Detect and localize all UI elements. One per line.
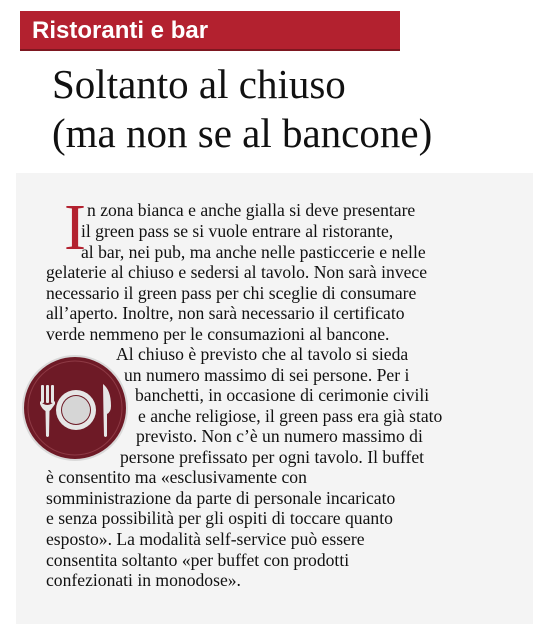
article-line: esposto». La modalità self-service può essere bbox=[46, 529, 365, 549]
article-line: al bar, nei pub, ma anche nelle pasticcerie e nelle bbox=[81, 242, 426, 262]
article-line: somministrazione da parte di personale incaricato bbox=[46, 488, 396, 508]
article-line: necessario il green pass per chi sceglie di consumare bbox=[46, 283, 417, 303]
article-line: persone prefissato per ogni tavolo. Il buffet bbox=[120, 447, 425, 467]
article-line: e anche religiose, il green pass era già stato bbox=[138, 406, 443, 426]
restaurant-plate-cutlery-icon bbox=[21, 354, 129, 462]
article-line: verde nemmeno per le consumazioni al bancone. bbox=[46, 324, 390, 344]
article-box bbox=[16, 173, 533, 624]
article-line: è consentito ma «esclusivamente con bbox=[46, 467, 307, 487]
article-line: n zona bianca e anche gialla si deve presentare bbox=[87, 200, 416, 220]
article-line: consentita soltanto «per buffet con prodotti bbox=[46, 550, 350, 570]
article-line: previsto. Non c’è un numero massimo di bbox=[136, 426, 423, 446]
article-line: gelaterie al chiuso e sedersi al tavolo. Non sarà invece bbox=[46, 262, 428, 282]
headline-line-2: (ma non se al bancone) bbox=[52, 110, 433, 156]
section-tag: Ristoranti e bar bbox=[20, 11, 400, 51]
article-dropcap: I bbox=[64, 191, 86, 264]
article-line: Al chiuso è previsto che al tavolo si sieda bbox=[116, 344, 409, 364]
article-line: banchetti, in occasione di cerimonie civili bbox=[135, 385, 430, 405]
article-line: il green pass se si vuole entrare al ristorante, bbox=[81, 221, 394, 241]
article-line: all’aperto. Inoltre, non sarà necessario il certificato bbox=[46, 303, 405, 323]
headline-line-1: Soltanto al chiuso bbox=[52, 61, 346, 107]
article-line: confezionati in monodose». bbox=[46, 570, 241, 590]
headline bbox=[52, 60, 532, 158]
article-line: un numero massimo di sei persone. Per i bbox=[124, 365, 410, 385]
article-line: e senza possibilità per gli ospiti di toccare quanto bbox=[46, 508, 393, 528]
